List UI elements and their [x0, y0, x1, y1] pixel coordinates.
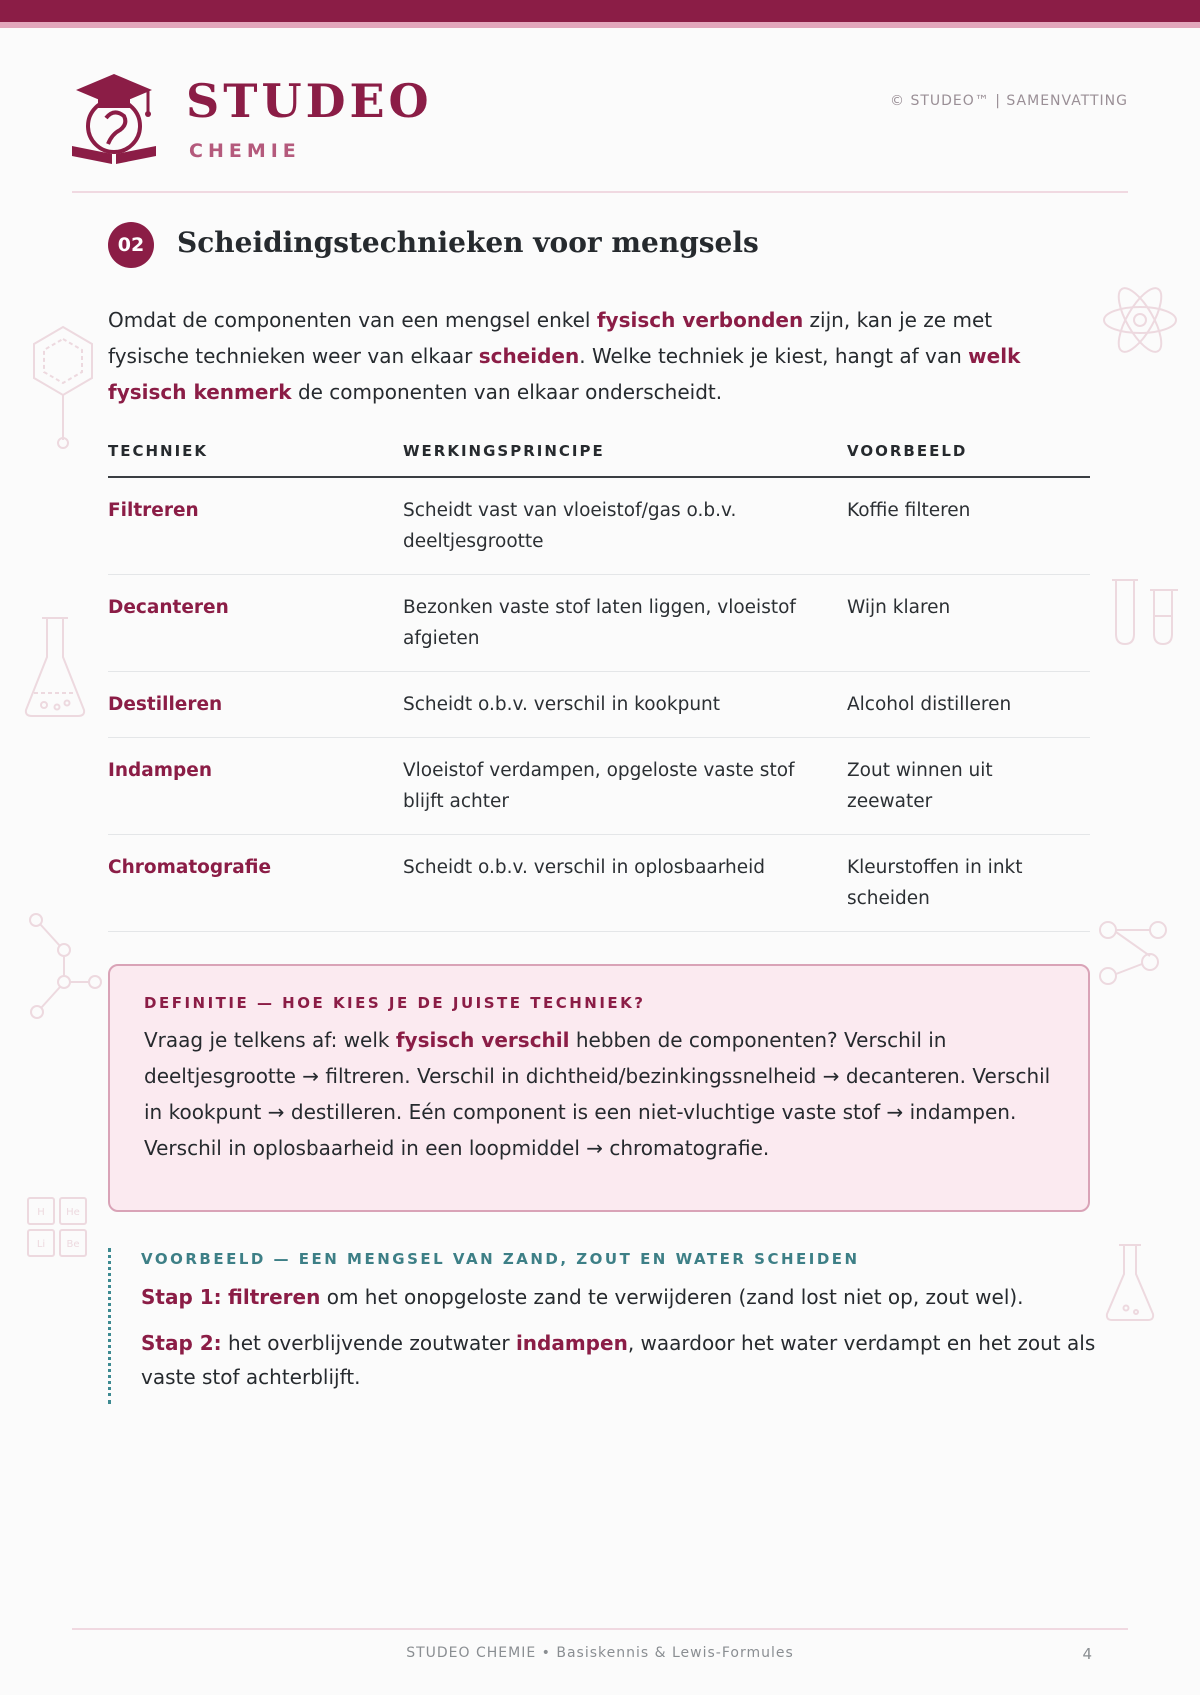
technique-example: Zout winnen uit zeewater	[847, 738, 1090, 835]
table-header-row	[108, 436, 1090, 477]
header-divider	[72, 191, 1128, 193]
column-header: WERKINGSPRINCIPE	[403, 436, 847, 477]
footer-divider	[72, 1628, 1128, 1630]
section-title: Scheidingstechnieken voor mengsels	[177, 226, 759, 259]
technique-name: Decanteren	[108, 575, 403, 672]
definition-label: DEFINITIE — HOE KIES JE DE JUISTE TECHNIEK?	[144, 994, 646, 1012]
table-row	[108, 575, 1090, 672]
element-symbol: He	[66, 1207, 80, 1218]
technique-name: Chromatografie	[108, 835, 403, 932]
small-flask-icon	[1104, 1242, 1156, 1324]
technique-name: Indampen	[108, 738, 403, 835]
studeo-logo-icon	[68, 68, 160, 168]
top-accent-bar	[0, 0, 1200, 22]
share-molecule-icon	[1098, 918, 1168, 986]
technique-example: Alcohol distilleren	[847, 672, 1090, 738]
definition-text: Vraag je telkens af: welk fysisch verschil hebben de componenten? Verschil in deeltjesgrootte → filtreren. Verschil in dichtheid/bezinkingssnelheid → decanteren. Verschil in kookpunt → destilleren. Eén component is een niet-vluchtige vaste stof → indampen. Verschil in oplosbaarheid in een loopmiddel → chromatografie.	[144, 1028, 1051, 1160]
periodic-table-icon	[26, 1196, 88, 1258]
element-symbol: Be	[66, 1239, 80, 1250]
hexagon-molecule-icon	[28, 325, 98, 450]
technique-principle: Scheidt o.b.v. verschil in kookpunt	[403, 672, 847, 738]
example-block	[108, 1248, 1098, 1404]
technique-principle: Bezonken vaste stof laten liggen, vloeistof afgieten	[403, 575, 847, 672]
molecule-chain-icon	[28, 912, 103, 1020]
technique-example: Kleurstoffen in inkt scheiden	[847, 835, 1090, 932]
page-number: 4	[1082, 1645, 1092, 1663]
example-step-1: Stap 1: filtreren om het onopgeloste zand te verwijderen (zand lost niet op, zout wel).	[141, 1285, 1024, 1309]
column-header: TECHNIEK	[108, 436, 403, 477]
example-label: VOORBEELD — EEN MENGSEL VAN ZAND, ZOUT EN WATER SCHEIDEN	[141, 1250, 860, 1268]
erlenmeyer-flask-icon	[22, 615, 88, 720]
section-number-badge: 02	[108, 222, 154, 268]
test-tubes-icon	[1108, 578, 1180, 646]
technique-principle: Scheidt vast van vloeistof/gas o.b.v. deeltjesgrootte	[403, 477, 847, 575]
copyright-note: © STUDEO™ | SAMENVATTING	[890, 93, 1128, 109]
technique-principle: Vloeistof verdampen, opgeloste vaste stof blijft achter	[403, 738, 847, 835]
technique-name: Filtreren	[108, 477, 403, 575]
technique-example: Koffie filteren	[847, 477, 1090, 575]
technique-principle: Scheidt o.b.v. verschil in oplosbaarheid	[403, 835, 847, 932]
element-symbol: H	[37, 1207, 45, 1218]
atom-icon	[1100, 285, 1180, 355]
techniques-table	[108, 436, 1090, 932]
table-row	[108, 672, 1090, 738]
element-symbol: Li	[36, 1239, 46, 1250]
example-step-2: Stap 2: het overblijvende zoutwater indampen, waardoor het water verdampt en het zout als vaste stof achterblijft.	[141, 1331, 1096, 1389]
column-header: VOORBEELD	[847, 436, 1090, 477]
top-accent-stripe	[0, 22, 1200, 28]
table-row	[108, 738, 1090, 835]
brand-name: STUDEO	[186, 74, 433, 128]
technique-example: Wijn klaren	[847, 575, 1090, 672]
definition-box	[108, 964, 1090, 1212]
brand-subject: CHEMIE	[189, 140, 301, 162]
intro-paragraph: Omdat de componenten van een mengsel enkel fysisch verbonden zijn, kan je ze met fysische technieken weer van elkaar scheiden. Welke techniek je kiest, hangt af van welk fysisch kenmerk de componenten van elkaar onderscheidt.	[108, 308, 1021, 404]
technique-name: Destilleren	[108, 672, 403, 738]
table-row	[108, 477, 1090, 575]
table-row	[108, 835, 1090, 932]
footer-text: STUDEO CHEMIE • Basiskennis & Lewis-Formules	[406, 1645, 794, 1661]
